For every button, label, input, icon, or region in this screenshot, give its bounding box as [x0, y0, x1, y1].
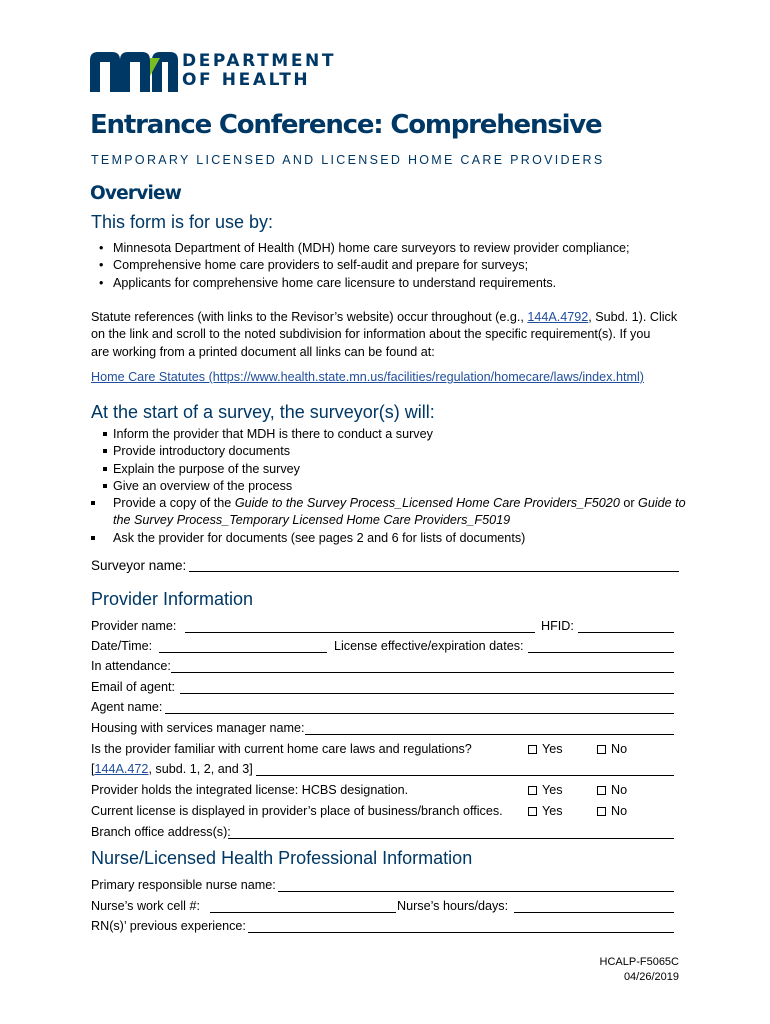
survey-steps-list: [113, 426, 686, 547]
branch-label: Branch office address(s):: [91, 825, 231, 839]
primary-nurse-label: Primary responsible nurse name:: [91, 878, 276, 892]
displayed-no[interactable]: [597, 804, 627, 818]
list-item: • Applicants for comprehensive home care licensure to understand requirements.: [113, 275, 630, 292]
list-item: [113, 495, 686, 512]
surveyor-name-label: Surveyor name:: [91, 558, 187, 573]
nurse-cell-row: [91, 899, 674, 917]
reference-text: [91, 762, 253, 776]
nurse-hours-label: Nurse’s hours/days:: [397, 899, 509, 913]
provider-info-heading: Provider Information: [91, 589, 254, 609]
yes-label: Yes: [542, 742, 563, 756]
no-label: No: [611, 783, 628, 797]
datetime-field[interactable]: [159, 639, 327, 653]
branch-field[interactable]: [228, 825, 674, 839]
no-label: No: [611, 804, 628, 818]
housing-field[interactable]: [305, 721, 674, 735]
ref-post: , subd. 1, 2, and 3]: [148, 762, 253, 776]
list-item: Provide introductory documents: [113, 443, 686, 460]
statute-text: Statute references (with links to the Revisor’s website) occur throughout (e.g.,: [91, 310, 528, 324]
form-id: HCALP-F5065C: [599, 956, 679, 968]
agent-label: Agent name:: [91, 700, 163, 714]
email-row: [91, 680, 674, 698]
checkbox-icon[interactable]: [597, 745, 606, 754]
list-item: Give an overview of the process: [113, 478, 686, 495]
checkbox-icon[interactable]: [528, 807, 537, 816]
page-subtitle: TEMPORARY LICENSED AND LICENSED HOME CARE PROVIDERS: [91, 153, 605, 167]
list-item: • Minnesota Department of Health (MDH) home care surveyors to review provider compliance;: [113, 240, 630, 257]
checkbox-icon[interactable]: [597, 807, 606, 816]
form-date: 04/26/2019: [623, 971, 679, 983]
list-item: Ask the provider for documents (see pages 2 and 6 for lists of documents): [113, 530, 686, 547]
license-dates-label: License effective/expiration dates:: [334, 639, 524, 653]
hcbs-yes[interactable]: [528, 783, 563, 797]
no-label: No: [611, 742, 628, 756]
hfid-label: HFID:: [541, 619, 574, 633]
surveyor-name-row: [91, 558, 681, 576]
hfid-field[interactable]: [578, 619, 674, 633]
provider-name-label: Provider name:: [91, 619, 177, 633]
housing-row: [91, 721, 674, 739]
attendance-field[interactable]: [171, 659, 674, 673]
mn-logo-icon: [90, 52, 180, 92]
branch-row: [91, 825, 674, 843]
email-field[interactable]: [180, 680, 674, 694]
nurse-info-heading: Nurse/Licensed Health Professional Information: [91, 848, 473, 868]
experience-row: [91, 919, 674, 937]
familiar-no[interactable]: [597, 742, 627, 756]
statute-link[interactable]: 144A.4792: [527, 310, 589, 324]
attendance-label: In attendance:: [91, 659, 171, 673]
list-item-continued: [113, 512, 686, 529]
reference-row: [91, 762, 674, 780]
guide-title-2b: the Survey Process_Temporary Licensed Home Care Providers_F5019: [113, 513, 511, 528]
logo-line-2: OF HEALTH: [182, 70, 311, 90]
familiar-question: Is the provider familiar with current home care laws and regulations?: [91, 742, 472, 756]
experience-field[interactable]: [248, 919, 674, 933]
familiar-yes[interactable]: [528, 742, 563, 756]
license-dates-field[interactable]: [528, 639, 674, 653]
nurse-cell-label: Nurse’s work cell #:: [91, 899, 200, 913]
list-item: Explain the purpose of the survey: [113, 461, 686, 478]
experience-label: RN(s)’ previous experience:: [91, 919, 246, 933]
attendance-row: [91, 659, 674, 677]
agent-row: [91, 700, 674, 718]
housing-label: Housing with services manager name:: [91, 721, 305, 735]
primary-nurse-field[interactable]: [278, 878, 674, 892]
page-title: Entrance Conference: Comprehensive: [90, 110, 602, 140]
surveyor-name-field[interactable]: [189, 558, 679, 572]
provider-name-field[interactable]: [185, 619, 535, 633]
displayed-question: Current license is displayed in provider’s place of business/branch offices.: [91, 804, 503, 818]
email-label: Email of agent:: [91, 680, 176, 694]
use-heading: This form is for use by:: [91, 212, 274, 232]
displayed-yes[interactable]: [528, 804, 563, 818]
footer: [600, 955, 679, 985]
checkbox-icon[interactable]: [528, 786, 537, 795]
copy-or: or: [619, 496, 639, 511]
list-item: • Comprehensive home care providers to self-audit and prepare for surveys;: [113, 257, 630, 274]
guide-title-1: Guide to the Survey Process_Licensed Home Care Providers_F5020: [234, 496, 620, 511]
checkbox-icon[interactable]: [597, 786, 606, 795]
overview-heading: Overview: [90, 183, 182, 204]
nurse-hours-field[interactable]: [514, 899, 674, 913]
list-item: Inform the provider that MDH is there to conduct a survey: [113, 426, 686, 443]
statute-link-144a472[interactable]: 144A.472: [94, 762, 149, 776]
statute-paragraph: [91, 309, 691, 361]
datetime-row: [91, 639, 674, 657]
agent-field[interactable]: [165, 700, 674, 714]
familiar-row: [91, 742, 674, 760]
nurse-cell-field[interactable]: [210, 899, 396, 913]
familiar-notes-field[interactable]: [256, 762, 674, 776]
use-list: [113, 240, 630, 292]
hcbs-no[interactable]: [597, 783, 627, 797]
datetime-label: Date/Time:: [91, 639, 153, 653]
hcbs-question: Provider holds the integrated license: HCBS designation.: [91, 783, 409, 797]
statute-line-2: on the link and scroll to the noted subdivision for information about the specific requirement(s). If you: [91, 327, 651, 342]
logo-text: [182, 52, 336, 90]
mdh-logo: [90, 52, 350, 92]
home-care-statutes-link[interactable]: Home Care Statutes (https://www.health.state.mn.us/facilities/regulation/homecare/laws/index.html): [91, 370, 644, 384]
guide-title-2a: Guide to: [638, 496, 686, 511]
copy-text: Provide a copy of the: [113, 496, 235, 511]
statute-line-3: are working from a printed document all links can be found at:: [91, 344, 435, 359]
survey-start-heading: At the start of a survey, the surveyor(s) will:: [91, 402, 435, 422]
hcbs-row: [91, 783, 674, 801]
yes-label: Yes: [542, 804, 563, 818]
displayed-row: [91, 804, 674, 822]
statute-text-post: , Subd. 1). Click: [588, 310, 678, 324]
ref-bracket: [: [91, 762, 95, 776]
provider-name-row: [91, 619, 674, 637]
yes-label: Yes: [542, 783, 563, 797]
logo-line-1: DEPARTMENT: [182, 51, 337, 71]
primary-nurse-row: [91, 878, 674, 896]
checkbox-icon[interactable]: [528, 745, 537, 754]
